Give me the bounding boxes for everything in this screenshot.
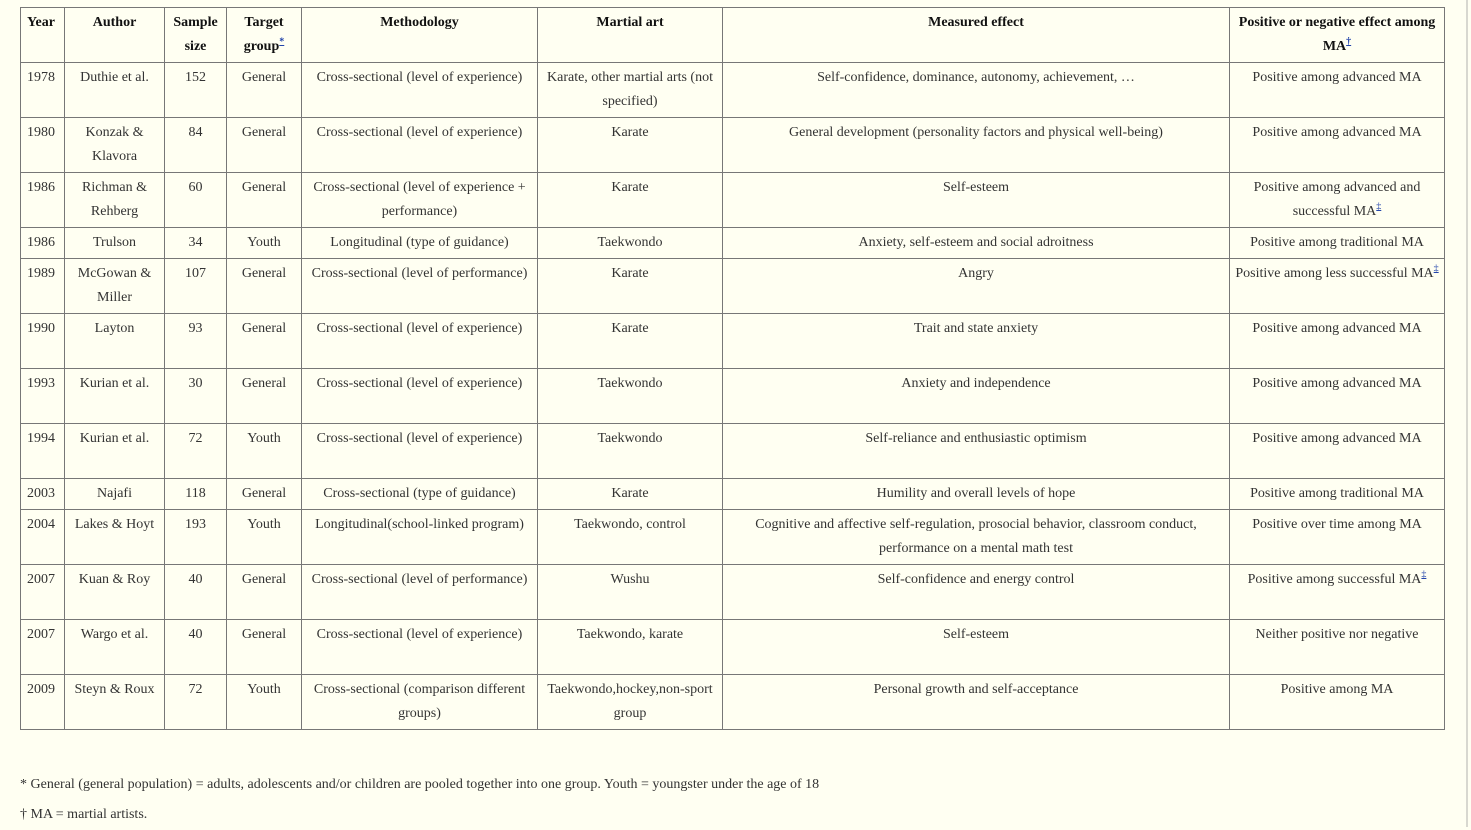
cell-measured-effect-text: Self-reliance and enthusiastic optimism [865, 431, 1087, 446]
cell-methodology-text: Longitudinal(school-linked program) [315, 517, 524, 532]
header-martial-art: Martial art [538, 8, 723, 63]
cell-sample-size [165, 173, 227, 228]
cell-year-text: 1994 [27, 431, 55, 446]
cell-author-text: Konzak & Klavora [85, 125, 144, 164]
cell-target-group [227, 118, 302, 173]
table-row [21, 565, 1445, 620]
cell-measured-effect [723, 314, 1230, 369]
cell-methodology [302, 173, 538, 228]
cell-methodology [302, 228, 538, 259]
cell-sample-size-text: 30 [188, 376, 203, 391]
cell-methodology-text: Cross-sectional (level of experience) [316, 376, 523, 391]
cell-measured-effect-text: Humility and overall levels of hope [876, 486, 1076, 501]
cell-author [65, 228, 165, 259]
cell-target-group [227, 228, 302, 259]
table-row [21, 314, 1445, 369]
cell-measured-effect [723, 63, 1230, 118]
cell-author [65, 173, 165, 228]
cell-methodology [302, 510, 538, 565]
cell-author [65, 259, 165, 314]
cell-target-group [227, 565, 302, 620]
cell-martial-art [538, 259, 723, 314]
cell-methodology-text: Cross-sectional (type of guidance) [323, 486, 516, 501]
cell-martial-art-text: Taekwondo,hockey,non-sport group [547, 682, 713, 721]
cell-methodology-text: Cross-sectional (level of experience) [316, 627, 523, 642]
cell-effect-text: Positive over time among MA [1252, 517, 1422, 532]
cell-year-text: 1990 [27, 321, 55, 336]
cell-methodology-text: Cross-sectional (comparison different groups) [313, 682, 526, 721]
cell-target-group [227, 173, 302, 228]
cell-target-group-text: General [241, 627, 287, 642]
cell-measured-effect [723, 675, 1230, 730]
cell-methodology-text: Cross-sectional (level of performance) [311, 266, 528, 281]
cell-sample-size [165, 228, 227, 259]
cell-measured-effect-text: General development (personality factors and physical well-being) [789, 125, 1163, 140]
cell-martial-art-text: Karate [611, 486, 649, 501]
cell-target-group-text: General [241, 70, 287, 85]
cell-martial-art-text: Karate [611, 321, 649, 336]
cell-martial-art-text: Taekwondo, control [574, 517, 686, 532]
cell-martial-art-text: Karate [611, 266, 649, 281]
cell-sample-size-text: 40 [188, 572, 203, 587]
cell-measured-effect-text: Self-confidence and energy control [877, 572, 1075, 587]
cell-measured-effect-text: Angry [958, 266, 994, 281]
cell-effect [1230, 565, 1445, 620]
cell-target-group [227, 620, 302, 675]
cell-target-group-text: General [241, 180, 287, 195]
cell-year [21, 63, 65, 118]
cell-martial-art [538, 173, 723, 228]
cell-target-group [227, 424, 302, 479]
table-row [21, 479, 1445, 510]
cell-measured-effect [723, 620, 1230, 675]
cell-measured-effect-text: Trait and state anxiety [913, 321, 1039, 336]
cell-effect-text: Positive among traditional MA [1250, 235, 1424, 250]
cell-sample-size-text: 107 [185, 266, 206, 281]
cell-methodology [302, 424, 538, 479]
cell-measured-effect [723, 424, 1230, 479]
cell-effect [1230, 63, 1445, 118]
cell-author [65, 620, 165, 675]
table-row [21, 369, 1445, 424]
cell-sample-size [165, 314, 227, 369]
cell-martial-art-text: Taekwondo [597, 376, 663, 391]
cell-methodology [302, 675, 538, 730]
cell-target-group-text: General [241, 376, 287, 391]
cell-martial-art [538, 118, 723, 173]
cell-methodology-text: Longitudinal (type of guidance) [330, 235, 509, 250]
header-measured-effect: Measured effect [723, 8, 1230, 63]
cell-martial-art-text: Wushu [610, 572, 650, 587]
footnote-ma: † MA = martial artists. [20, 807, 148, 822]
cell-effect-text: Positive among advanced MA [1252, 431, 1422, 446]
cell-year [21, 479, 65, 510]
cell-methodology [302, 479, 538, 510]
cell-author-text: Layton [94, 321, 135, 336]
cell-martial-art-text: Karate, other martial arts (not specified) [547, 70, 713, 109]
cell-year [21, 118, 65, 173]
cell-effect-text: Positive among advanced MA [1252, 376, 1422, 391]
cell-martial-art [538, 510, 723, 565]
cell-target-group-text: General [241, 572, 287, 587]
footnote-link-double-dagger[interactable]: ‡ [1433, 263, 1439, 275]
header-sample-size: Sample size [165, 8, 227, 63]
scrollbar-edge [1466, 0, 1468, 827]
header-year: Year [21, 8, 65, 63]
cell-measured-effect [723, 565, 1230, 620]
cell-measured-effect [723, 510, 1230, 565]
cell-sample-size-text: 118 [185, 486, 206, 501]
cell-year [21, 424, 65, 479]
cell-year-text: 2009 [27, 682, 55, 697]
cell-target-group [227, 63, 302, 118]
cell-measured-effect [723, 479, 1230, 510]
table-body [21, 63, 1445, 730]
cell-effect [1230, 620, 1445, 675]
cell-target-group-text: Youth [247, 431, 281, 446]
cell-measured-effect [723, 228, 1230, 259]
cell-sample-size [165, 63, 227, 118]
cell-measured-effect [723, 369, 1230, 424]
cell-effect [1230, 510, 1445, 565]
cell-methodology-text: Cross-sectional (level of experience) [316, 125, 523, 140]
cell-sample-size-text: 72 [188, 682, 203, 697]
cell-methodology-text: Cross-sectional (level of experience) [316, 321, 523, 336]
table-row [21, 63, 1445, 118]
cell-year-text: 2007 [27, 572, 55, 587]
cell-year-text: 2004 [27, 517, 55, 532]
cell-author [65, 675, 165, 730]
cell-effect [1230, 173, 1445, 228]
cell-target-group-text: Youth [247, 682, 281, 697]
cell-methodology-text: Cross-sectional (level of experience) [316, 70, 523, 85]
cell-effect-text: Positive among traditional MA [1250, 486, 1424, 501]
cell-effect [1230, 314, 1445, 369]
cell-author-text: Kurian et al. [79, 431, 150, 446]
cell-sample-size-text: 40 [188, 627, 203, 642]
cell-methodology [302, 620, 538, 675]
cell-target-group [227, 369, 302, 424]
cell-martial-art [538, 620, 723, 675]
cell-effect [1230, 479, 1445, 510]
cell-author [65, 369, 165, 424]
cell-target-group [227, 314, 302, 369]
cell-measured-effect-text: Self-confidence, dominance, autonomy, achievement, … [817, 70, 1135, 85]
cell-methodology-text: Cross-sectional (level of performance) [311, 572, 528, 587]
table-row [21, 675, 1445, 730]
table-row [21, 620, 1445, 675]
cell-effect-text: Positive among advanced MA [1252, 70, 1422, 85]
cell-year-text: 1989 [27, 266, 55, 281]
cell-sample-size-text: 60 [188, 180, 203, 195]
cell-effect-text: Neither positive nor negative [1255, 627, 1419, 642]
table-row [21, 259, 1445, 314]
cell-effect-text: Positive among less successful MA [1235, 266, 1434, 281]
cell-effect-text: Positive among successful MA [1247, 572, 1422, 587]
cell-methodology-text: Cross-sectional (level of experience + performance) [313, 180, 526, 219]
cell-effect-text: Positive among MA [1280, 682, 1394, 697]
header-methodology: Methodology [302, 8, 538, 63]
cell-methodology-text: Cross-sectional (level of experience) [316, 431, 523, 446]
cell-methodology [302, 259, 538, 314]
cell-author [65, 510, 165, 565]
footnote-general: * General (general population) = adults, adolescents and/or children are pooled together into one group. Youth = youngster under the age of 18 [20, 777, 820, 792]
cell-effect-text: Positive among advanced and successful MA [1253, 180, 1421, 219]
cell-target-group [227, 510, 302, 565]
cell-target-group [227, 675, 302, 730]
cell-target-group-text: General [241, 321, 287, 336]
cell-effect [1230, 369, 1445, 424]
cell-author-text: Duthie et al. [80, 70, 149, 85]
cell-author-text: Kuan & Roy [78, 572, 151, 587]
cell-author [65, 565, 165, 620]
cell-measured-effect [723, 118, 1230, 173]
cell-measured-effect-text: Anxiety, self-esteem and social adroitness [858, 235, 1094, 250]
cell-author-text: Wargo et al. [80, 627, 149, 642]
cell-effect [1230, 259, 1445, 314]
cell-martial-art-text: Karate [611, 180, 649, 195]
cell-sample-size-text: 84 [188, 125, 203, 140]
cell-sample-size-text: 193 [185, 517, 206, 532]
cell-measured-effect-text: Anxiety and independence [901, 376, 1051, 391]
cell-sample-size [165, 369, 227, 424]
cell-year [21, 369, 65, 424]
cell-effect [1230, 424, 1445, 479]
cell-methodology [302, 118, 538, 173]
cell-sample-size [165, 620, 227, 675]
cell-year-text: 2007 [27, 627, 55, 642]
footnote-link-double-dagger[interactable]: ‡ [1376, 201, 1382, 213]
cell-martial-art-text: Taekwondo [597, 431, 663, 446]
cell-author [65, 424, 165, 479]
header-target-group [227, 8, 302, 63]
cell-target-group [227, 479, 302, 510]
cell-year-text: 1978 [27, 70, 55, 85]
cell-sample-size-text: 93 [188, 321, 203, 336]
footnotes [20, 770, 819, 830]
table-row [21, 118, 1445, 173]
cell-martial-art-text: Taekwondo, karate [576, 627, 684, 642]
cell-year [21, 228, 65, 259]
footnote-link-dagger[interactable]: † [1346, 36, 1352, 48]
footnote-link-double-dagger[interactable]: ‡ [1421, 569, 1427, 581]
cell-sample-size [165, 565, 227, 620]
cell-effect [1230, 228, 1445, 259]
cell-author-text: Lakes & Hoyt [74, 517, 155, 532]
cell-sample-size-text: 34 [188, 235, 203, 250]
table-row [21, 510, 1445, 565]
cell-sample-size [165, 118, 227, 173]
cell-author [65, 314, 165, 369]
cell-martial-art [538, 369, 723, 424]
cell-year [21, 565, 65, 620]
cell-sample-size [165, 424, 227, 479]
cell-target-group-text: Youth [247, 235, 281, 250]
cell-target-group-text: General [241, 266, 287, 281]
cell-year [21, 314, 65, 369]
cell-methodology [302, 565, 538, 620]
cell-measured-effect-text: Personal growth and self-acceptance [873, 682, 1079, 697]
cell-year [21, 259, 65, 314]
cell-sample-size [165, 259, 227, 314]
cell-effect-text: Positive among advanced MA [1252, 125, 1422, 140]
cell-year-text: 1986 [27, 180, 55, 195]
studies-table [20, 7, 1445, 730]
cell-martial-art [538, 63, 723, 118]
table-header-row [21, 8, 1445, 63]
cell-sample-size [165, 479, 227, 510]
cell-year [21, 173, 65, 228]
table-row [21, 173, 1445, 228]
cell-author-text: Richman & Rehberg [82, 180, 147, 219]
header-effect-label: Positive or negative effect among MA [1238, 15, 1436, 54]
cell-year-text: 2003 [27, 486, 55, 501]
cell-author [65, 118, 165, 173]
cell-year-text: 1980 [27, 125, 55, 140]
table-row [21, 228, 1445, 259]
cell-measured-effect-text: Self-esteem [942, 627, 1010, 642]
cell-martial-art [538, 424, 723, 479]
cell-author-text: Steyn & Roux [74, 682, 155, 697]
cell-author-text: Najafi [97, 486, 132, 501]
cell-author [65, 479, 165, 510]
table-row [21, 424, 1445, 479]
cell-martial-art [538, 479, 723, 510]
cell-methodology [302, 369, 538, 424]
cell-effect [1230, 118, 1445, 173]
cell-year-text: 1993 [27, 376, 55, 391]
cell-sample-size [165, 675, 227, 730]
cell-target-group-text: General [241, 125, 287, 140]
cell-year-text: 1986 [27, 235, 55, 250]
cell-measured-effect-text: Cognitive and affective self-regulation, prosocial behavior, classroom conduct, performance on a mental math test [755, 517, 1197, 556]
cell-author-text: McGowan & Miller [77, 266, 152, 305]
cell-sample-size-text: 72 [188, 431, 203, 446]
cell-methodology [302, 314, 538, 369]
cell-author-text: Trulson [92, 235, 137, 250]
cell-martial-art-text: Taekwondo [597, 235, 663, 250]
footnote-link-asterisk[interactable]: * [279, 36, 285, 48]
cell-martial-art [538, 228, 723, 259]
cell-sample-size-text: 152 [185, 70, 206, 85]
cell-methodology [302, 63, 538, 118]
cell-martial-art [538, 314, 723, 369]
cell-effect [1230, 675, 1445, 730]
cell-martial-art-text: Karate [611, 125, 649, 140]
cell-measured-effect [723, 259, 1230, 314]
cell-martial-art [538, 565, 723, 620]
cell-target-group [227, 259, 302, 314]
cell-target-group-text: Youth [247, 517, 281, 532]
cell-year [21, 510, 65, 565]
cell-sample-size [165, 510, 227, 565]
header-target-group-label: Target group [243, 15, 284, 54]
cell-martial-art [538, 675, 723, 730]
header-effect [1230, 8, 1445, 63]
cell-author [65, 63, 165, 118]
cell-target-group-text: General [241, 486, 287, 501]
cell-measured-effect [723, 173, 1230, 228]
header-author: Author [65, 8, 165, 63]
cell-year [21, 620, 65, 675]
cell-year [21, 675, 65, 730]
cell-effect-text: Positive among advanced MA [1252, 321, 1422, 336]
cell-measured-effect-text: Self-esteem [942, 180, 1010, 195]
cell-author-text: Kurian et al. [79, 376, 150, 391]
